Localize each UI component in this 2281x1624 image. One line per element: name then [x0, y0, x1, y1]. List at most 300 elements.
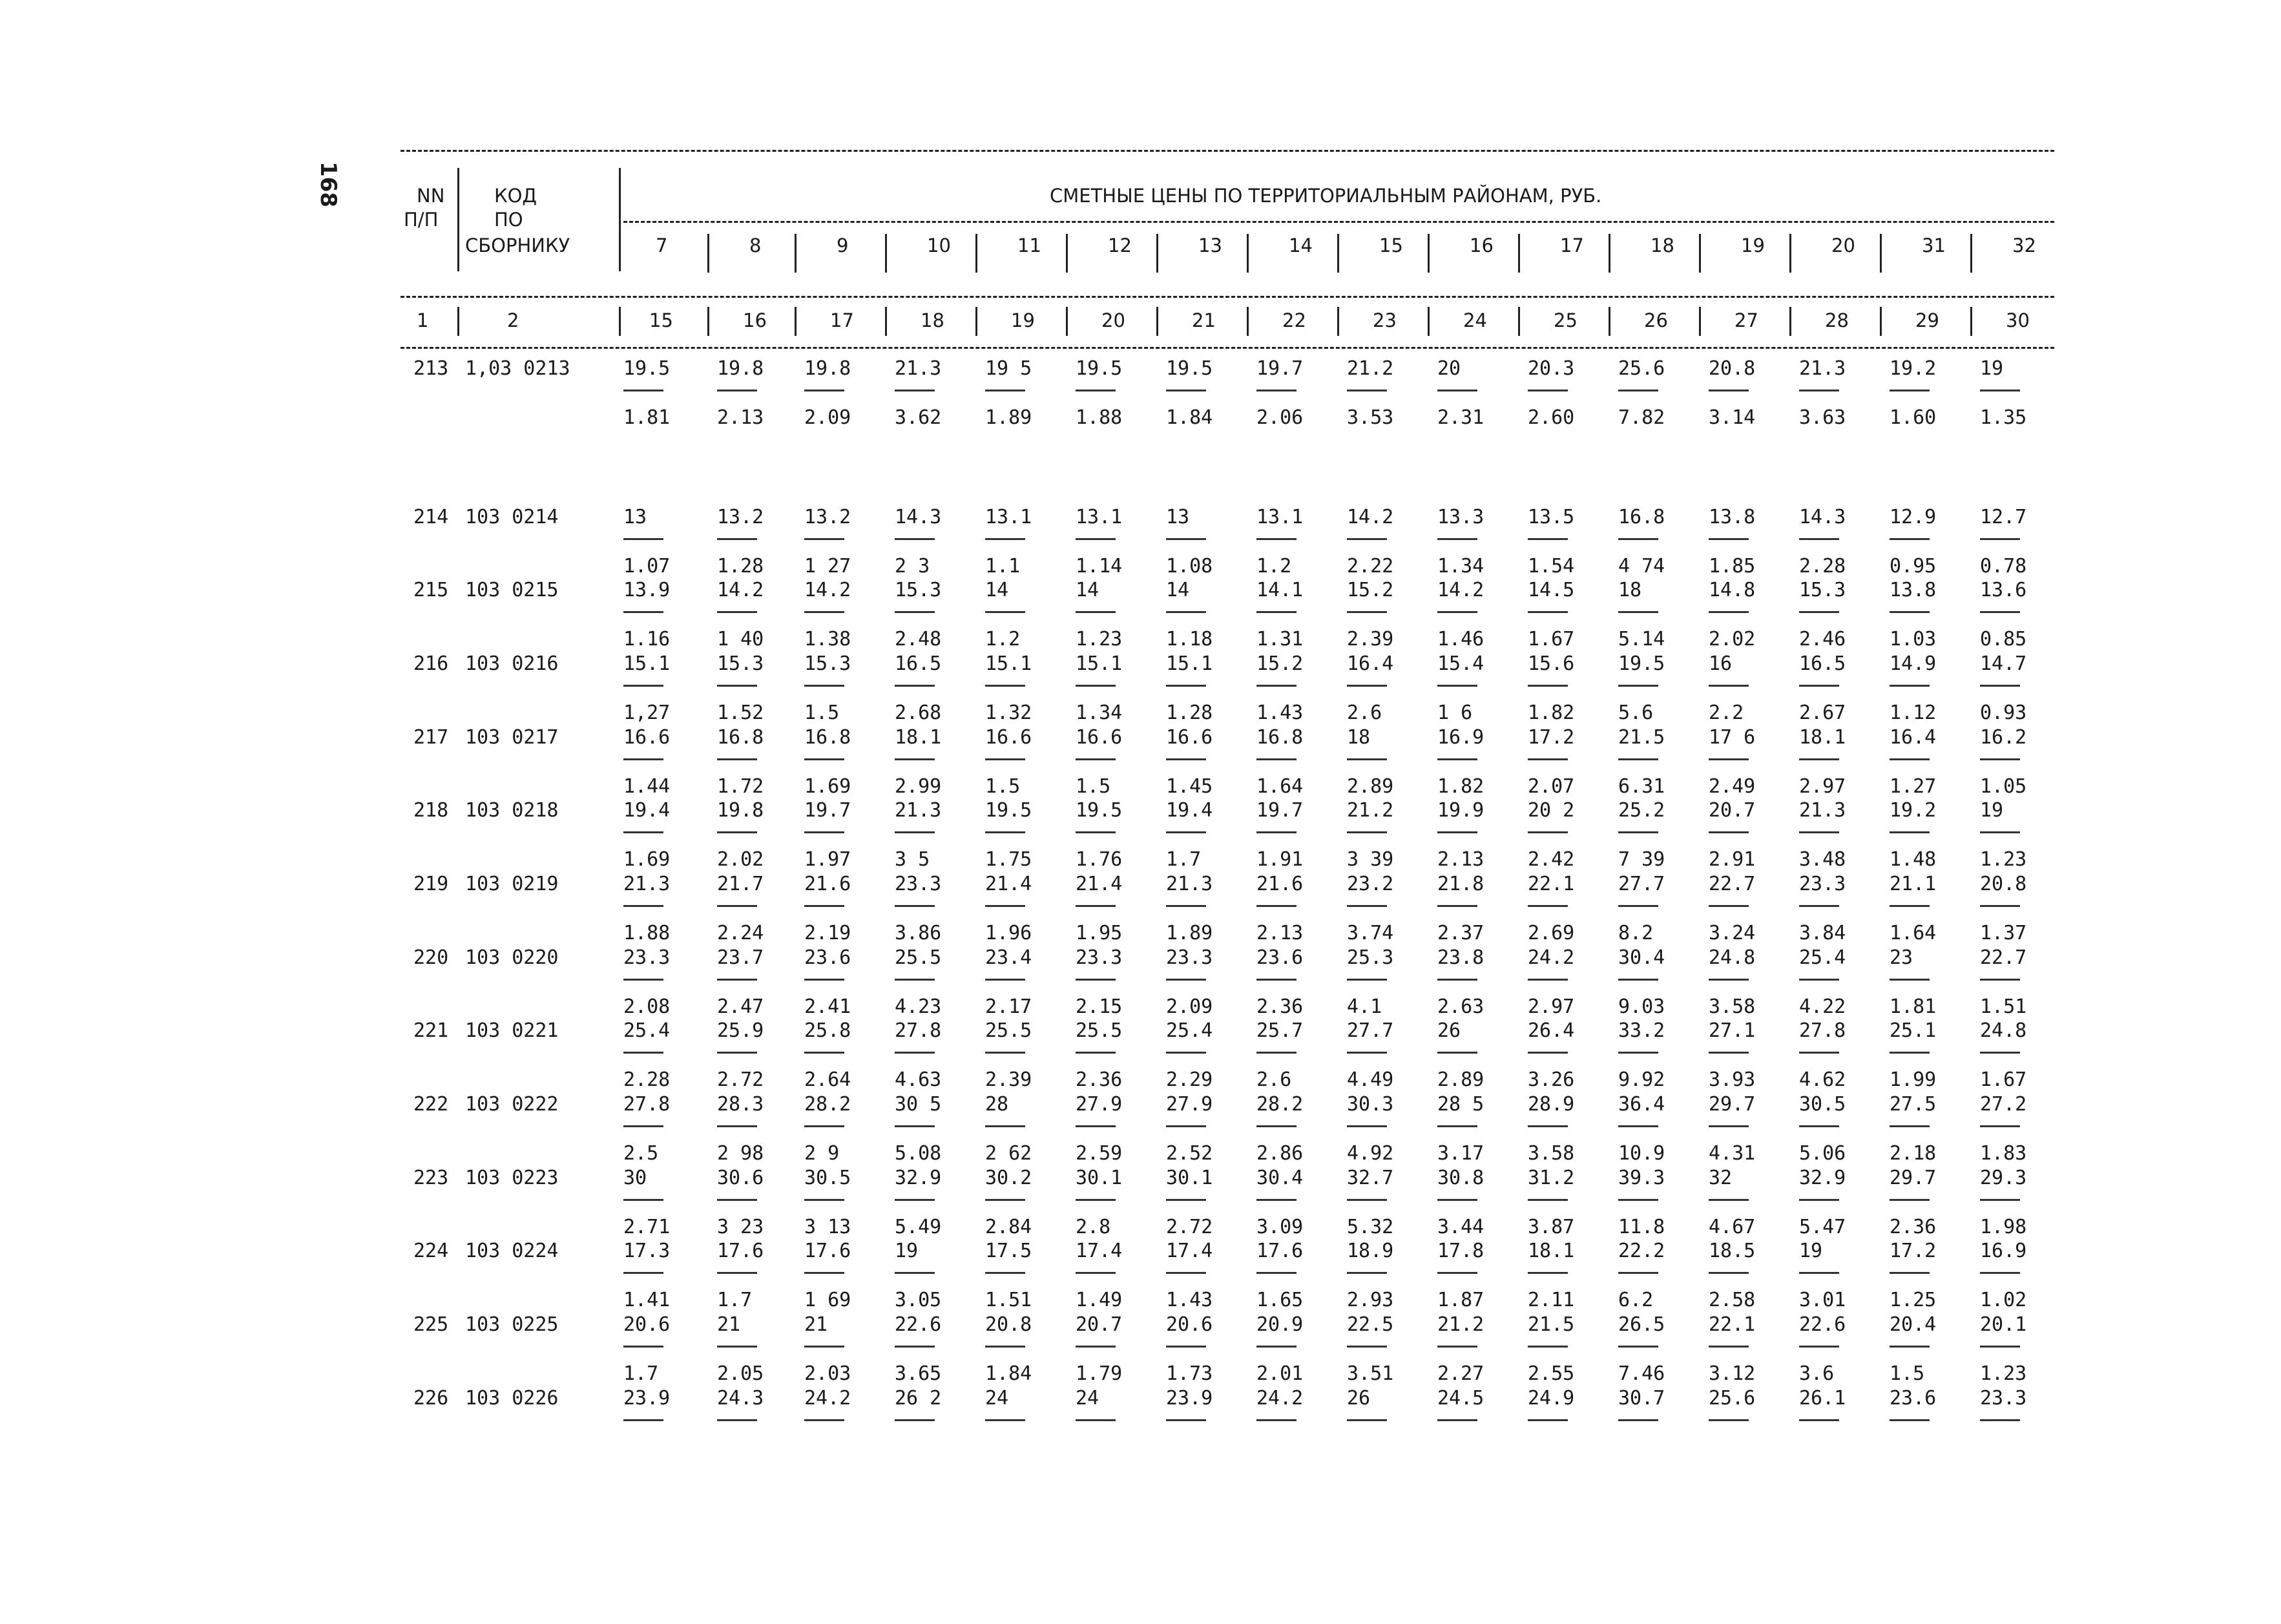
column-number: 19 — [1011, 309, 1035, 331]
fraction-bar — [717, 1199, 757, 1201]
row-code: 103 0223 — [465, 1167, 559, 1189]
price-value: 23.6 — [1890, 1387, 1937, 1410]
price-value: 18 — [1618, 579, 1642, 601]
price-value: 20.1 — [1980, 1313, 2027, 1336]
fraction-bar — [1709, 538, 1749, 540]
fraction-bar — [985, 1125, 1025, 1127]
fraction-bar — [717, 1419, 757, 1421]
price-value: 16.8 — [1256, 726, 1304, 749]
price-value: 30.1 — [1166, 1167, 1213, 1189]
fraction-bar — [1980, 831, 2020, 833]
price-value: 14.3 — [895, 506, 942, 528]
price-labor-value: 3 23 — [717, 1216, 764, 1238]
price-value: 26.1 — [1799, 1387, 1846, 1410]
fraction-bar — [1618, 758, 1658, 760]
price-labor-value: 1.38 — [804, 628, 851, 651]
price-value: 36.4 — [1618, 1093, 1665, 1116]
fraction-bar — [1799, 1272, 1839, 1274]
price-value: 23.3 — [1799, 873, 1846, 895]
fraction-bar — [1618, 1419, 1658, 1421]
fraction-bar — [1347, 538, 1387, 540]
price-labor-value: 1.82 — [1528, 702, 1575, 724]
price-value: 15.1 — [1076, 652, 1123, 675]
fraction-bar — [985, 1272, 1025, 1274]
region-number: 32 — [2012, 234, 2036, 256]
fraction-bar — [623, 905, 663, 907]
price-value: 19 — [895, 1240, 919, 1262]
header-po: ПО — [494, 209, 523, 231]
price-value: 24.5 — [1437, 1387, 1484, 1410]
price-labor-value: 2.99 — [895, 775, 942, 798]
price-labor-value: 1.54 — [1528, 555, 1575, 578]
price-value: 16.8 — [717, 726, 764, 749]
fraction-bar — [985, 1346, 1025, 1348]
price-labor-value: 1.34 — [1076, 702, 1123, 724]
region-divider — [1789, 307, 1791, 336]
price-labor-value: 11.8 — [1618, 1216, 1665, 1238]
price-value: 26.4 — [1528, 1019, 1575, 1042]
price-value: 19.7 — [1256, 799, 1304, 822]
row-number: 215 — [413, 579, 449, 601]
row-number: 217 — [413, 726, 449, 749]
price-labor-value: 1.84 — [1166, 406, 1213, 429]
price-labor-value: 3.58 — [1528, 1142, 1575, 1165]
fraction-bar — [717, 685, 757, 687]
price-value: 22.5 — [1347, 1313, 1394, 1336]
fraction-bar — [895, 685, 935, 687]
fraction-bar — [1799, 905, 1839, 907]
fraction-bar — [1256, 979, 1297, 981]
price-labor-value: 2.17 — [985, 995, 1032, 1018]
row-number: 225 — [413, 1313, 449, 1336]
fraction-bar — [1980, 1199, 2020, 1201]
fraction-bar — [1709, 1272, 1749, 1274]
fraction-bar — [1528, 390, 1568, 391]
price-labor-value: 3 5 — [895, 848, 930, 871]
price-labor-value: 1.14 — [1076, 555, 1123, 578]
price-labor-value: 2.59 — [1076, 1142, 1123, 1165]
price-value: 15.1 — [1166, 652, 1213, 675]
fraction-bar — [1709, 905, 1749, 907]
price-value: 23.4 — [985, 946, 1032, 969]
fraction-bar — [1890, 1346, 1930, 1348]
fraction-bar — [1709, 1419, 1749, 1421]
column-number: 21 — [1192, 309, 1216, 331]
header-divider — [619, 307, 621, 336]
price-labor-value: 2.36 — [1076, 1068, 1123, 1091]
region-number: 8 — [749, 234, 762, 256]
price-labor-value: 2.97 — [1799, 775, 1846, 798]
price-labor-value: 1.18 — [1166, 628, 1213, 651]
fraction-bar — [1799, 538, 1839, 540]
region-divider — [885, 307, 887, 336]
price-value: 14.7 — [1980, 652, 2027, 675]
fraction-bar — [1437, 1052, 1477, 1054]
price-labor-value: 1.95 — [1076, 922, 1123, 944]
price-value: 23.6 — [804, 946, 851, 969]
fraction-bar — [804, 390, 844, 391]
fraction-bar — [1890, 1125, 1930, 1127]
price-value: 24.2 — [1256, 1387, 1304, 1410]
region-number: 10 — [927, 234, 951, 256]
fraction-bar — [1256, 905, 1297, 907]
price-value: 24.9 — [1528, 1387, 1575, 1410]
price-labor-value: 9.03 — [1618, 995, 1665, 1018]
price-labor-value: 1.51 — [985, 1289, 1032, 1311]
fraction-bar — [1618, 905, 1658, 907]
price-value: 15.3 — [895, 579, 942, 601]
row-number: 214 — [413, 506, 449, 528]
fraction-bar — [1256, 1199, 1297, 1201]
price-value: 30.6 — [717, 1167, 764, 1189]
fraction-bar — [1437, 538, 1477, 540]
fraction-bar — [1980, 1346, 2020, 1348]
fraction-bar — [1437, 905, 1477, 907]
price-value: 21.4 — [985, 873, 1032, 895]
price-value: 21.3 — [1166, 873, 1213, 895]
price-labor-value: 3.09 — [1256, 1216, 1304, 1238]
price-value: 19.2 — [1890, 799, 1937, 822]
fraction-bar — [1076, 390, 1116, 391]
price-labor-value: 1.81 — [1890, 995, 1937, 1018]
price-labor-value: 2.89 — [1347, 775, 1394, 798]
price-labor-value: 3 13 — [804, 1216, 851, 1238]
price-labor-value: 1.91 — [1256, 848, 1304, 871]
fraction-bar — [1528, 1346, 1568, 1348]
fraction-bar — [985, 390, 1025, 391]
fraction-bar — [1890, 831, 1930, 833]
header-sbornik: СБОРНИКУ — [465, 234, 570, 256]
price-labor-value: 2.27 — [1437, 1362, 1484, 1385]
price-value: 17.2 — [1890, 1240, 1937, 1262]
price-labor-value: 1.16 — [623, 628, 671, 651]
price-value: 27.2 — [1980, 1093, 2027, 1116]
fraction-bar — [1076, 1125, 1116, 1127]
price-value: 17 6 — [1709, 726, 1756, 749]
fraction-bar — [804, 1272, 844, 1274]
price-labor-value: 2 98 — [717, 1142, 764, 1165]
price-labor-value: 2.08 — [623, 995, 671, 1018]
fraction-bar — [1256, 1125, 1297, 1127]
price-value: 27.7 — [1618, 873, 1665, 895]
price-value: 27.7 — [1347, 1019, 1394, 1042]
price-value: 27.1 — [1709, 1019, 1756, 1042]
price-value: 16.6 — [1166, 726, 1213, 749]
region-divider — [1428, 307, 1430, 336]
fraction-bar — [1709, 831, 1749, 833]
region-divider — [1066, 307, 1068, 336]
price-value: 16.4 — [1890, 726, 1937, 749]
price-labor-value: 2.5 — [623, 1142, 659, 1165]
region-divider — [1337, 234, 1339, 273]
fraction-bar — [895, 905, 935, 907]
price-value: 21.7 — [717, 873, 764, 895]
price-labor-value: 4.31 — [1709, 1142, 1756, 1165]
price-labor-value: 5.06 — [1799, 1142, 1846, 1165]
fraction-bar — [1437, 979, 1477, 981]
price-labor-value: 0.78 — [1980, 555, 2027, 578]
column-number: 28 — [1825, 309, 1849, 331]
price-value: 16.9 — [1437, 726, 1484, 749]
price-labor-value: 3.17 — [1437, 1142, 1484, 1165]
row-code: 103 0220 — [465, 946, 559, 969]
price-labor-value: 5.6 — [1618, 702, 1654, 724]
fraction-bar — [717, 905, 757, 907]
price-labor-value: 0.85 — [1980, 628, 2027, 651]
price-value: 19.9 — [1437, 799, 1484, 822]
fraction-bar — [895, 611, 935, 613]
price-value: 16.2 — [1980, 726, 2027, 749]
price-value: 23.3 — [1166, 946, 1213, 969]
fraction-bar — [623, 1052, 663, 1054]
fraction-bar — [1256, 538, 1297, 540]
fraction-bar — [1890, 758, 1930, 760]
price-labor-value: 1.02 — [1980, 1289, 2027, 1311]
region-divider — [975, 234, 977, 273]
price-value: 13.8 — [1709, 506, 1756, 528]
fraction-bar — [1347, 390, 1387, 391]
fraction-bar — [895, 1199, 935, 1201]
price-labor-value: 5.08 — [895, 1142, 942, 1165]
price-labor-value: 1.5 — [1890, 1362, 1925, 1385]
fraction-bar — [1256, 1346, 1297, 1348]
region-number: 11 — [1017, 234, 1041, 256]
price-value: 18.1 — [1528, 1240, 1575, 1262]
price-labor-value: 1.12 — [1890, 702, 1937, 724]
price-labor-value: 2.72 — [717, 1068, 764, 1091]
price-value: 16.5 — [895, 652, 942, 675]
price-value: 15.1 — [623, 652, 671, 675]
fraction-bar — [1890, 1419, 1930, 1421]
price-labor-value: 3.74 — [1347, 922, 1394, 944]
price-labor-value: 2.06 — [1256, 406, 1304, 429]
price-value: 18.5 — [1709, 1240, 1756, 1262]
price-labor-value: 1,27 — [623, 702, 671, 724]
fraction-bar — [1618, 390, 1658, 391]
fraction-bar — [623, 831, 663, 833]
price-value: 25.5 — [895, 946, 942, 969]
fraction-bar — [1076, 685, 1116, 687]
price-labor-value: 1.82 — [1437, 775, 1484, 798]
price-value: 14.9 — [1890, 652, 1937, 675]
price-value: 18.1 — [895, 726, 942, 749]
price-labor-value: 2 62 — [985, 1142, 1032, 1165]
price-labor-value: 1.34 — [1437, 555, 1484, 578]
price-value: 22.1 — [1709, 1313, 1756, 1336]
price-value: 21 — [717, 1313, 741, 1336]
fraction-bar — [1528, 538, 1568, 540]
price-value: 15.1 — [985, 652, 1032, 675]
price-value: 25.6 — [1709, 1387, 1756, 1410]
price-value: 14 — [1166, 579, 1190, 601]
price-value: 23.3 — [895, 873, 942, 895]
fraction-bar — [1799, 1052, 1839, 1054]
price-value: 19.5 — [1076, 357, 1123, 380]
price-value: 13.1 — [985, 506, 1032, 528]
price-labor-value: 2.39 — [1347, 628, 1394, 651]
row-code: 103 0219 — [465, 873, 559, 895]
region-number: 13 — [1198, 234, 1222, 256]
price-labor-value: 1.43 — [1166, 1289, 1213, 1311]
fraction-bar — [1256, 831, 1297, 833]
price-labor-value: 1.87 — [1437, 1289, 1484, 1311]
price-value: 21.2 — [1437, 1313, 1484, 1336]
price-labor-value: 2.71 — [623, 1216, 671, 1238]
fraction-bar — [1618, 1125, 1658, 1127]
price-value: 25.6 — [1618, 357, 1665, 380]
price-value: 20 2 — [1528, 799, 1575, 822]
price-value: 13.2 — [717, 506, 764, 528]
price-value: 14 — [1076, 579, 1099, 601]
price-value: 28.2 — [804, 1093, 851, 1116]
price-labor-value: 3.14 — [1709, 406, 1756, 429]
price-value: 17.5 — [985, 1240, 1032, 1262]
price-labor-value: 2.37 — [1437, 922, 1484, 944]
price-value: 19.5 — [623, 357, 671, 380]
price-value: 24 — [985, 1387, 1009, 1410]
fraction-bar — [1980, 979, 2020, 981]
price-labor-value: 1.7 — [1166, 848, 1202, 871]
price-value: 22.1 — [1528, 873, 1575, 895]
fraction-bar — [1166, 1272, 1206, 1274]
price-value: 28.9 — [1528, 1093, 1575, 1116]
region-number: 7 — [656, 234, 668, 256]
column-number: 17 — [830, 309, 854, 331]
price-labor-value: 2.01 — [1256, 1362, 1304, 1385]
fraction-bar — [1437, 1199, 1477, 1201]
price-value: 23.9 — [623, 1387, 671, 1410]
price-labor-value: 2.46 — [1799, 628, 1846, 651]
column-number: 29 — [1915, 309, 1939, 331]
price-value: 13 — [623, 506, 647, 528]
price-labor-value: 4.62 — [1799, 1068, 1846, 1091]
price-value: 28 5 — [1437, 1093, 1484, 1116]
price-labor-value: 3 39 — [1347, 848, 1394, 871]
price-value: 30.8 — [1437, 1167, 1484, 1189]
fraction-bar — [623, 390, 663, 391]
price-value: 27.9 — [1076, 1093, 1123, 1116]
price-value: 18.1 — [1799, 726, 1846, 749]
price-labor-value: 1.5 — [1076, 775, 1111, 798]
fraction-bar — [1347, 611, 1387, 613]
price-value: 39.3 — [1618, 1167, 1665, 1189]
price-value: 17.2 — [1528, 726, 1575, 749]
price-labor-value: 1.67 — [1528, 628, 1575, 651]
fraction-bar — [1437, 1125, 1477, 1127]
price-labor-value: 2.97 — [1528, 995, 1575, 1018]
price-labor-value: 2.22 — [1347, 555, 1394, 578]
price-labor-value: 2.69 — [1528, 922, 1575, 944]
fraction-bar — [1980, 538, 2020, 540]
fraction-bar — [1347, 905, 1387, 907]
price-labor-value: 1.23 — [1076, 628, 1123, 651]
fraction-bar — [623, 979, 663, 981]
price-labor-value: 1.45 — [1166, 775, 1213, 798]
fraction-bar — [804, 1419, 844, 1421]
fraction-bar — [985, 685, 1025, 687]
fraction-bar — [1347, 685, 1387, 687]
fraction-bar — [1528, 905, 1568, 907]
fraction-bar — [623, 1346, 663, 1348]
price-value: 19.8 — [717, 799, 764, 822]
price-labor-value: 2.13 — [1437, 848, 1484, 871]
price-labor-value: 1.76 — [1076, 848, 1123, 871]
fraction-bar — [1076, 758, 1116, 760]
column-number: 22 — [1282, 309, 1306, 331]
fraction-bar — [1709, 1052, 1749, 1054]
price-labor-value: 7 39 — [1618, 848, 1665, 871]
header-divider — [457, 307, 459, 336]
fraction-bar — [1076, 538, 1116, 540]
fraction-bar — [717, 1125, 757, 1127]
price-labor-value: 1 27 — [804, 555, 851, 578]
fraction-bar — [1980, 1125, 2020, 1127]
price-value: 23 — [1890, 946, 1913, 969]
price-value: 19 — [1980, 357, 2004, 380]
fraction-bar — [1890, 979, 1930, 981]
price-labor-value: 1.35 — [1980, 406, 2027, 429]
fraction-bar — [1799, 611, 1839, 613]
price-value: 15.3 — [717, 652, 764, 675]
price-value: 21 — [804, 1313, 828, 1336]
price-labor-value: 2.47 — [717, 995, 764, 1018]
price-labor-value: 2.03 — [804, 1362, 851, 1385]
price-labor-value: 1.89 — [1166, 922, 1213, 944]
price-labor-value: 7.46 — [1618, 1362, 1665, 1385]
price-labor-value: 1.72 — [717, 775, 764, 798]
fraction-bar — [1980, 1052, 2020, 1054]
fraction-bar — [1166, 905, 1206, 907]
fraction-bar — [1528, 979, 1568, 981]
fraction-bar — [623, 685, 663, 687]
price-value: 21.1 — [1890, 873, 1937, 895]
row-number: 224 — [413, 1240, 449, 1262]
price-labor-value: 1.41 — [623, 1289, 671, 1311]
price-labor-value: 2.41 — [804, 995, 851, 1018]
fraction-bar — [1709, 685, 1749, 687]
price-value: 28 — [985, 1093, 1009, 1116]
fraction-bar — [1980, 905, 2020, 907]
price-value: 14.1 — [1256, 579, 1304, 601]
price-labor-value: 2.28 — [1799, 555, 1846, 578]
fraction-bar — [1256, 390, 1297, 391]
price-labor-value: 1.27 — [1890, 775, 1937, 798]
header-rule-bottom — [401, 347, 2054, 349]
price-value: 32.9 — [1799, 1167, 1846, 1189]
price-value: 21.3 — [895, 799, 942, 822]
fraction-bar — [1618, 538, 1658, 540]
price-labor-value: 1 40 — [717, 628, 764, 651]
price-labor-value: 7.82 — [1618, 406, 1665, 429]
fraction-bar — [1618, 1346, 1658, 1348]
price-value: 16.4 — [1347, 652, 1394, 675]
price-labor-value: 2.72 — [1166, 1216, 1213, 1238]
fraction-bar — [1980, 758, 2020, 760]
price-labor-value: 3.24 — [1709, 922, 1756, 944]
price-value: 33.2 — [1618, 1019, 1665, 1042]
fraction-bar — [985, 1199, 1025, 1201]
header-code: КОД — [494, 185, 537, 207]
fraction-bar — [1076, 979, 1116, 981]
row-number: 218 — [413, 799, 449, 822]
region-divider — [975, 307, 977, 336]
price-labor-value: 1.23 — [1980, 848, 2027, 871]
price-labor-value: 4.1 — [1347, 995, 1382, 1018]
price-labor-value: 2.36 — [1890, 1216, 1937, 1238]
price-value: 32.7 — [1347, 1167, 1394, 1189]
fraction-bar — [1437, 758, 1477, 760]
row-number: 220 — [413, 946, 449, 969]
